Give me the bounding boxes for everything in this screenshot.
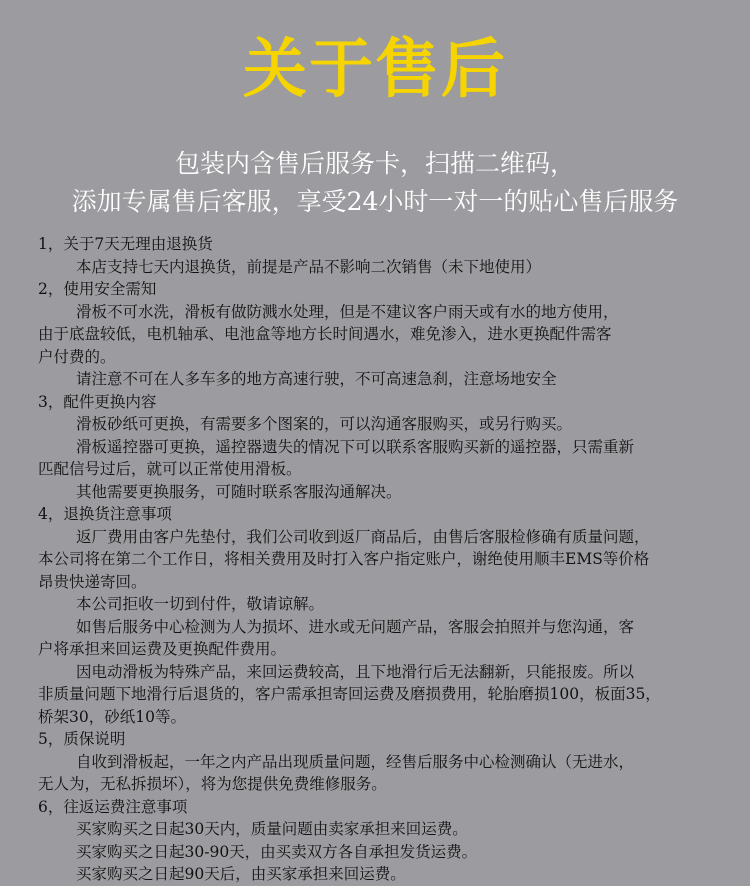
- terms-line: 其他需要更换服务，可随时联系客服沟通解决。: [76, 482, 402, 501]
- section-heading: 4，退换货注意事项: [38, 505, 172, 523]
- terms-line: 桥架30，砂纸10等。: [38, 707, 186, 726]
- terms-line: 买家购买之日起30-90天，由买卖双方各自承担发货运费。: [76, 842, 478, 861]
- section-heading: 1，关于7天无理由退换货: [38, 235, 213, 253]
- section-heading: 5，质保说明: [38, 730, 126, 748]
- terms-line: 因电动滑板为特殊产品，来回运费较高，且下地滑行后无法翻新，只能报废。所以: [76, 662, 635, 681]
- terms-line: 匹配信号过后，就可以正常使用滑板。: [38, 460, 302, 478]
- section-heading: 3，配件更换内容: [38, 392, 157, 411]
- terms-line: 请注意不可在人多车多的地方高速行驶，不可高速急刹，注意场地安全: [76, 370, 557, 388]
- intro-text: [0, 145, 750, 221]
- terms-line: 户付费的。: [38, 347, 116, 366]
- terms-line: 本公司拒收一切到付件，敬请谅解。: [76, 595, 325, 613]
- terms-line: 本公司将在第二个工作日，将相关费用及时打入客户指定账户，谢绝使用顺丰EMS等价格: [38, 550, 650, 568]
- terms-line: 滑板遥控器可更换，遥控器遗失的情况下可以联系客服购买新的遥控器，只需重新: [76, 437, 635, 456]
- page-title: 关于售后: [243, 33, 507, 107]
- section-heading: 2，使用安全需知: [38, 280, 157, 298]
- terms-line: 户将承担来回运费及更换配件费用。: [38, 640, 287, 658]
- terms-line: 返厂费用由客户先垫付，我们公司收到返厂商品后，由售后客服检修确有质量问题，: [76, 527, 650, 546]
- terms-line: 如售后服务中心检测为人为损坏、进水或无问题产品，客服会拍照并与您沟通，客: [76, 617, 635, 636]
- after-sales-terms: [38, 233, 730, 886]
- terms-line: 买家购买之日起90天后，由买家承担来回运费。: [76, 865, 406, 883]
- terms-line: 买家购买之日起30天内，质量问题由卖家承担来回运费。: [76, 820, 468, 838]
- intro-line: 包装内含售后服务卡，扫描二维码，: [174, 149, 575, 178]
- terms-line: 滑板不可水洗，滑板有做防溅水处理，但是不建议客户雨天或有水的地方使用，: [76, 302, 619, 321]
- terms-line: 无人为，无私拆损坏），将为您提供免费维修服务。: [38, 775, 387, 793]
- intro-line: 添加专属售后客服，享受24小时一对一的贴心售后服务: [71, 187, 679, 216]
- terms-line: 由于底盘较低，电机轴承、电池盒等地方长时间遇水，难免渗入，进水更换配件需客: [38, 325, 612, 343]
- terms-line: 自收到滑板起，一年之内产品出现质量问题，经售后服务中心检测确认（无进水，: [76, 752, 635, 771]
- terms-line: 本店支持七天内退换货，前提是产品不影响二次销售（未下地使用）: [76, 257, 542, 276]
- terms-line: 滑板砂纸可更换，有需要多个图案的，可以沟通客服购买，或另行购买。: [76, 415, 573, 433]
- terms-line: 昂贵快递寄回。: [38, 572, 147, 591]
- terms-line: 非质量问题下地滑行后退货的，客户需承担寄回运费及磨损费用，轮胎磨损100，板面35，: [38, 685, 661, 703]
- section-heading: 6，往返运费注意事项: [38, 797, 188, 816]
